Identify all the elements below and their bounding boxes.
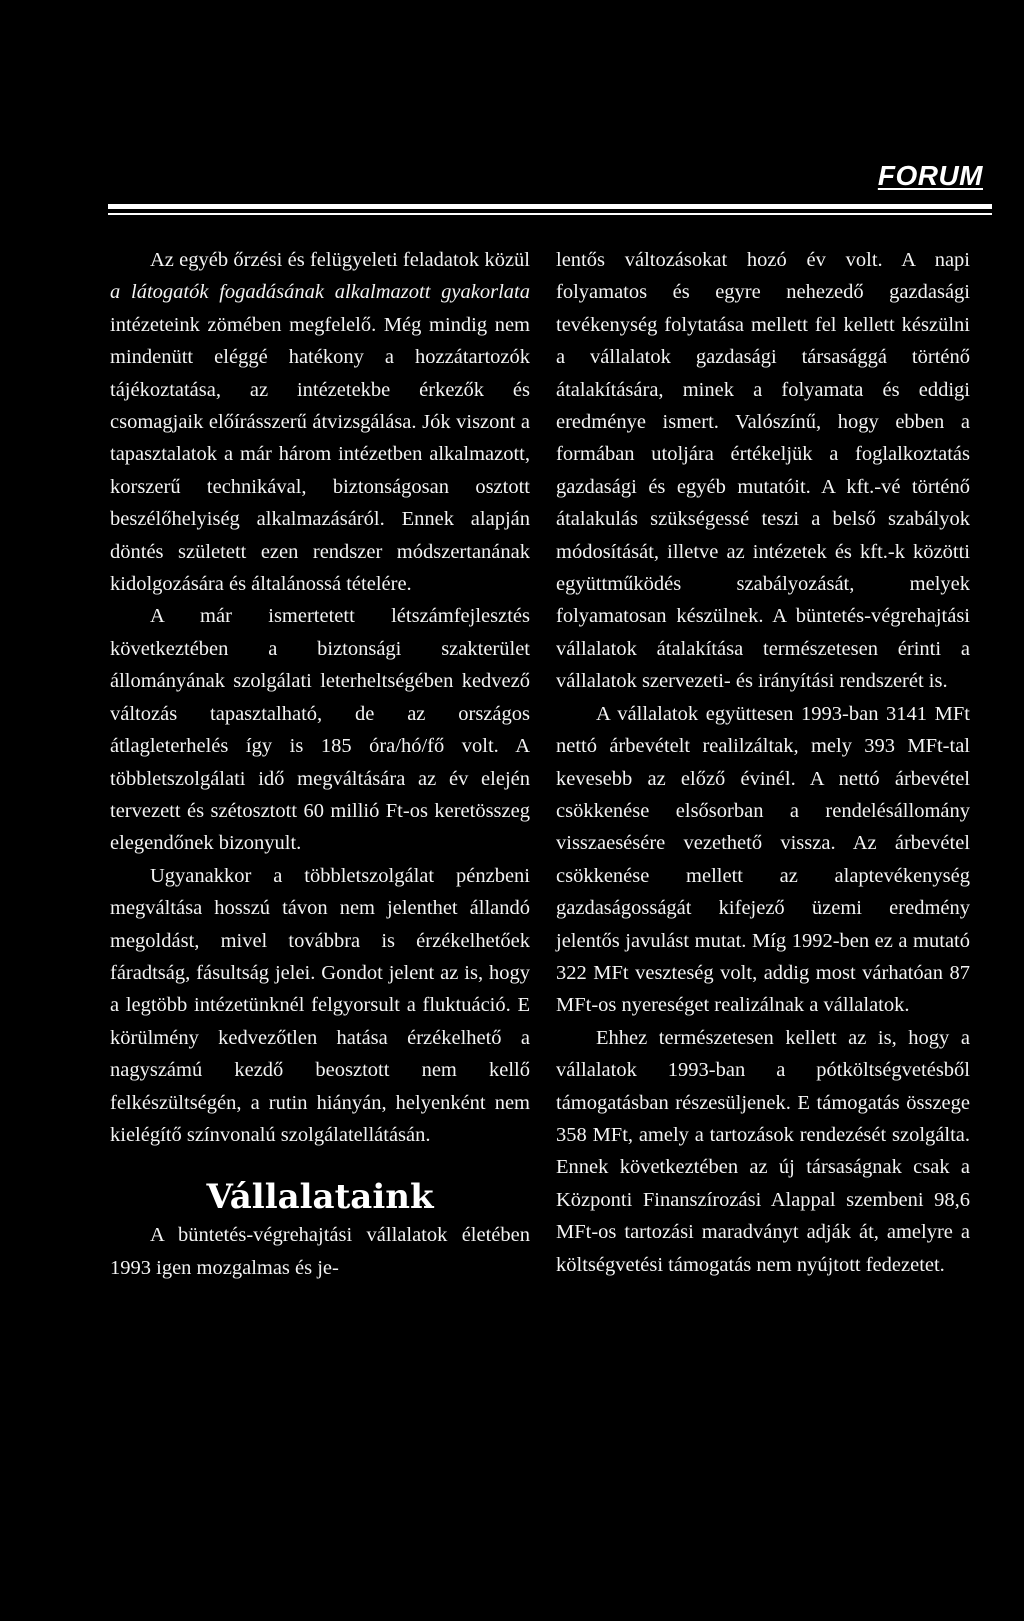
- left-paragraph-2: A már ismertetett létszámfejlesztés következtében a biztonsági szakterület állományának szolgálati leterheltségében kedvező változás tapasztalható, de az országos átlagleterhelés így is 185 óra/hó/fő volt. A többletszolgálati idő megváltására az év elején tervezett és szétosztott 60 millió Ft-os keretösszeg elegendőnek bizonyult.: [110, 605, 530, 855]
- right-column: [556, 244, 970, 1281]
- section-heading: Vállalataink: [206, 1177, 434, 1218]
- header-rule-thick: [108, 204, 992, 209]
- section-title: FORUM: [877, 160, 983, 191]
- left-paragraph-1-start: Az egyéb őrzési és felügyeleti feladatok közül: [150, 249, 530, 271]
- header-rule-thin: [108, 213, 992, 215]
- left-paragraph-1-end: intézeteink zömében megfelelő. Még mindig nem mindenütt eléggé hatékony a hozzátartozók tájékoztatása, az intézetekbe érkezők és csomagjaik előírásszerű átvizsgálása. Jók viszont a tapasztalatok a már három intézetben alkalmazott, korszerű technikával, biztonságosan osztott beszélőhelyiség alkalmazásáról. Ennek alapján döntés született ezen rendszer módszertanának kidolgozására és általánossá tételére.: [110, 313, 530, 596]
- left-column: [110, 244, 530, 1284]
- right-paragraph-1: lentős változásokat hozó év volt. A napi folyamatos és egyre nehezedő gazdasági tevékenység folytatása mellett fel kellett készülni a vállalatok gazdasági társasággá történő átalakítására, minek a folyamata és eddigi eredménye ismert. Valószínű, hogy ebben a formában utoljára értékeljük a foglalkoztatás gazdasági és egyéb mutatóit. A kft.-vé történő átalakulás szükségessé teszi a belső szabályok módosítását, illetve az intézetek és kft.-k közötti együttműködés szabályozását, melyek folyamatosan készülnek. A büntetés-végrehajtási vállalatok átalakítása természetesen érinti a vállalatok szervezeti- és irányítási rendszerét is.: [556, 249, 970, 693]
- right-paragraph-3: Ehhez természetesen kellett az is, hogy a vállalatok 1993-ban a pótköltségvetésből támogatásban részesüljenek. E támogatás összege 358 MFt, amely a tartozások rendezését szolgálta. Ennek következtében az új társaságnak csak a Központi Finanszírozási Alappal szembeni 98,6 MFt-os tartozási maradványt adják át, amelyre a költségvetési támogatás nem nyújtott fedezetet.: [556, 1026, 970, 1276]
- left-paragraph-1-emphasis: a látogatók fogadásának alkalmazott gyakorlata: [110, 281, 530, 304]
- left-paragraph-1: [110, 244, 530, 600]
- right-paragraph-2: A vállalatok együttesen 1993-ban 3141 MFt nettó árbevételt realilzáltak, mely 393 MFt-tal kevesebb az előző évinél. A nettó árbevétel csökkenése elsősorban a rendelésállomány visszaesésére vezethető vissza. Az árbevétel csökkenése mellett az alaptevékenység gazdaságosságát kifejező üzemi eredmény jelentős javulást mutat. Míg 1992-ben ez a mutató 322 MFt veszteség volt, addig most várhatóan 87 MFt-os nyereséget realizálnak a vállalatok.: [556, 702, 970, 1017]
- left-paragraph-4: A büntetés-végrehajtási vállalatok életében 1993 igen mozgalmas és je-: [110, 1224, 530, 1279]
- left-paragraph-3: Ugyanakkor a többletszolgálat pénzbeni megváltása hosszú távon nem jelenthet állandó megoldást, mivel továbbra is érzékelhetőek fáradtság, fásultság jelei. Gondot jelent az is, hogy a legtöbb intézetünknél felgyorsult a fluktuáció. E körülmény kedvezőtlen hatása érzékelhető a nagyszámú kezdő beosztott nem kellő felkészültségén, a rutin hiányán, helyenként nem kielégítő színvonalú szolgálatellátásán.: [110, 864, 530, 1146]
